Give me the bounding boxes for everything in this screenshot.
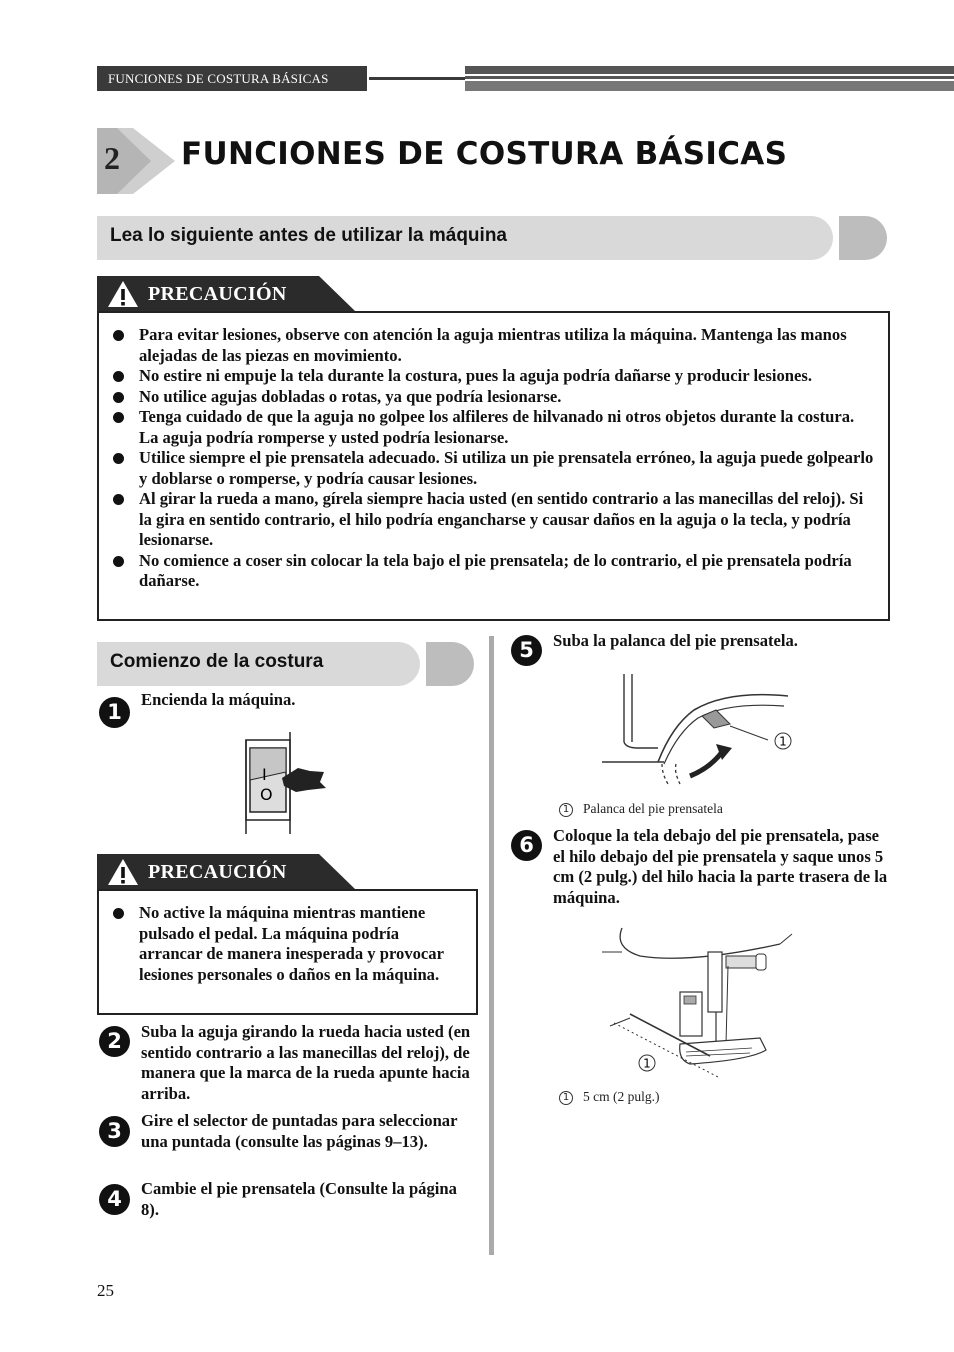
caution-item: Tenga cuidado de que la aguja no golpee los alfileres de hilvanado ni otros objetos durante la costura. La aguja podría romperse y usted podría lesionarse.: [99, 407, 874, 448]
warning-icon: [107, 280, 139, 308]
switch-on-symbol: I: [262, 765, 267, 784]
step-number-1: 1: [99, 697, 130, 728]
step-text-4: Cambie el pie prensatela (Consulte la página 8).: [141, 1179, 457, 1219]
caption-marker: 1: [559, 1091, 573, 1105]
step-text-1: Encienda la máquina.: [141, 690, 296, 709]
step-number-2: 2: [99, 1026, 130, 1057]
figure-caption-length: [559, 1089, 660, 1105]
fabric-under-foot-illustration: [600, 926, 800, 1086]
step-number-6: 6: [511, 830, 542, 861]
column-divider: [489, 636, 494, 1255]
section-heading-before-use: [97, 216, 887, 260]
step-number-4: 4: [99, 1184, 130, 1215]
power-switch-illustration: [238, 730, 330, 836]
caution-tab: [97, 276, 357, 311]
switch-off-symbol: O: [260, 785, 273, 804]
running-header-band: [465, 66, 954, 91]
caution-box-2: [97, 889, 478, 1015]
step-text-6: Coloque la tela debajo del pie prensatela, pase el hilo debajo del pie prensatela y saque unos 5 cm (2 pulg.) del hilo hacia la parte trasera de la máquina.: [553, 826, 888, 907]
pointing-arrow-icon: [282, 768, 326, 792]
caution-item: No estire ni empuje la tela durante la costura, pues la aguja podría dañarse y producir lesiones.: [99, 366, 874, 387]
step-number-5: 5: [511, 635, 542, 666]
step-text-5: Suba la palanca del pie prensatela.: [553, 631, 798, 650]
caution-list: [99, 325, 874, 592]
section-heading-text: Lea lo siguiente antes de utilizar la máquina: [110, 225, 507, 246]
caution-tab-2: [97, 854, 357, 889]
chapter-title: FUNCIONES DE COSTURA BÁSICAS: [181, 136, 788, 172]
caution-item: Al girar la rueda a mano, gírela siempre hacia usted (en sentido contrario a las manecillas del reloj). Si la gira en sentido contrario, el hilo podría engancharse y causar daños en la aguja o la tecla, y podría lesionarse.: [99, 489, 874, 551]
caution-list-2: [99, 903, 466, 985]
caution-label: PRECAUCIÓN: [148, 283, 287, 305]
chapter-number: 2: [104, 140, 120, 176]
caution-label: PRECAUCIÓN: [148, 861, 287, 883]
caption-text: 5 cm (2 pulg.): [583, 1089, 660, 1104]
caption-marker: 1: [559, 803, 573, 817]
figure-caption-lever: [559, 801, 723, 817]
figure-marker: 1: [779, 734, 787, 749]
warning-icon: [107, 858, 139, 886]
presser-foot-lever-illustration: [598, 672, 802, 790]
figure-marker: 1: [643, 1056, 651, 1071]
caution-box: [97, 311, 890, 621]
caution-item: No comience a coser sin colocar la tela bajo el pie prensatela; de lo contrario, el pie prensatela podría dañarse.: [99, 551, 874, 592]
running-header: [97, 66, 954, 91]
caution-item: Para evitar lesiones, observe con atención la aguja mientras utiliza la máquina. Mantenga las manos alejadas de las piezas en movimiento.: [99, 325, 874, 366]
step-number-3: 3: [99, 1116, 130, 1147]
caution-item: Utilice siempre el pie prensatela adecuado. Si utiliza un pie prensatela erróneo, la aguja puede golpearlo y doblarse o romperse, y podría causar lesiones.: [99, 448, 874, 489]
running-header-label: FUNCIONES DE COSTURA BÁSICAS: [108, 71, 329, 86]
section-heading-text: Comienzo de la costura: [110, 651, 324, 672]
page-number: 25: [97, 1281, 114, 1300]
caption-text: Palanca del pie prensatela: [583, 801, 723, 816]
step-text-2: Suba la aguja girando la rueda hacia usted (en sentido contrario a las manecillas del reloj), de manera que la marca de la rueda apunte hacia arriba.: [141, 1022, 471, 1103]
caution-item: No active la máquina mientras mantiene pulsado el pedal. La máquina podría arrancar de manera inesperada y provocar lesiones personales o daños en la máquina.: [99, 903, 466, 985]
section-heading-start-sewing: [97, 642, 474, 686]
caution-item: No utilice agujas dobladas o rotas, ya que podría lesionarse.: [99, 387, 874, 408]
step-text-3: Gire el selector de puntadas para seleccionar una puntada (consulte las páginas 9–13).: [141, 1111, 458, 1151]
